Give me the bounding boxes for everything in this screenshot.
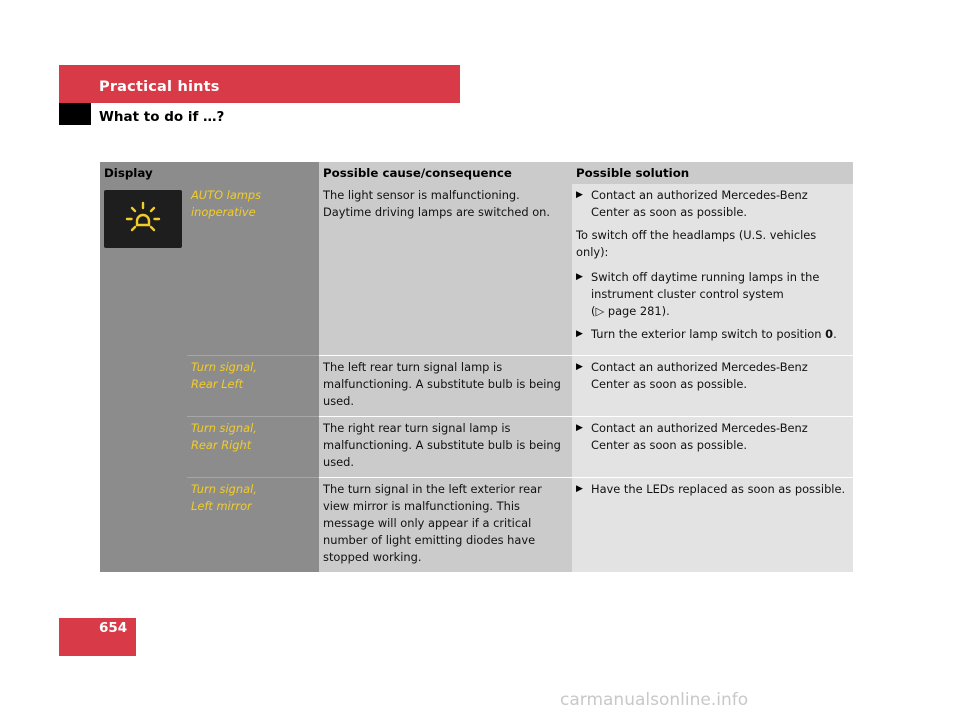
display-icon-cell [100, 184, 187, 572]
display-message [187, 184, 319, 356]
solution-step [576, 481, 849, 498]
bullet-arrow-icon: ▶ [576, 272, 583, 282]
switch-position-value: 0 [825, 327, 834, 341]
solution-step-text: Contact an authorized Mercedes-Benz Center as soon as possible. [591, 188, 808, 219]
solution-step-text: Turn the exterior lamp switch to position [591, 327, 826, 341]
display-message [187, 356, 319, 417]
display-message-line: Rear Left [191, 377, 244, 391]
display-message-line: Turn signal, [191, 421, 257, 435]
bullet-arrow-icon: ▶ [576, 423, 583, 433]
display-message-line: Rear Right [191, 438, 252, 452]
display-message-line: Left mirror [191, 499, 252, 513]
table-row [100, 184, 853, 356]
exterior-lamp-warning-icon [123, 199, 163, 239]
solution-note: To switch off the headlamps (U.S. vehicles only): [576, 228, 817, 259]
cause-cell [319, 417, 572, 478]
table-row [100, 356, 853, 417]
column-header-cause: Possible cause/consequence [319, 162, 572, 184]
cause-text: The light sensor is malfunctioning. Daytime driving lamps are switched on. [323, 188, 551, 219]
section-header-bar [59, 65, 460, 103]
solution-step [576, 420, 849, 454]
cause-text: The left rear turn signal lamp is malfunctioning. A substitute bulb is being used. [323, 360, 561, 408]
cause-text: The right rear turn signal lamp is malfunctioning. A substitute bulb is being used. [323, 421, 561, 469]
solution-cell [572, 417, 853, 478]
display-message-line: inoperative [191, 205, 256, 219]
page-subtitle: What to do if …? [99, 109, 225, 125]
solution-step [576, 359, 849, 393]
page-number-box [59, 618, 136, 656]
bullet-arrow-icon: ▶ [576, 190, 583, 200]
display-icon-panel [104, 190, 182, 248]
solution-step [576, 269, 849, 320]
solution-cell [572, 478, 853, 573]
hints-table [100, 162, 853, 572]
cause-cell [319, 356, 572, 417]
page-reference-link[interactable]: (▷ page 281). [591, 304, 670, 318]
column-header-display: Display [100, 162, 319, 184]
solution-cell [572, 356, 853, 417]
cause-cell [319, 184, 572, 356]
section-title: Practical hints [99, 79, 220, 95]
header-tab-marker [59, 103, 91, 125]
watermark: carmanualsonline.info [560, 690, 749, 710]
solution-cell [572, 184, 853, 356]
cause-text: The turn signal in the left exterior rear view mirror is malfunctioning. This message will only appear if a critical number of light emitting diodes have stopped working. [323, 482, 542, 564]
table-row [100, 478, 853, 573]
cause-cell [319, 478, 572, 573]
solution-step [576, 187, 849, 221]
display-message [187, 417, 319, 478]
solution-step-end: . [833, 327, 837, 341]
solution-step [576, 326, 849, 343]
table-header-row [100, 162, 853, 184]
display-message-line: Turn signal, [191, 482, 257, 496]
solution-step-text: Have the LEDs replaced as soon as possible. [591, 482, 846, 496]
table-row [100, 417, 853, 478]
display-message-line: Turn signal, [191, 360, 257, 374]
solution-step-text: Switch off daytime running lamps in the instrument cluster control system [591, 270, 820, 301]
bullet-arrow-icon: ▶ [576, 484, 583, 494]
bullet-arrow-icon: ▶ [576, 362, 583, 372]
solution-step-text: Contact an authorized Mercedes-Benz Center as soon as possible. [591, 360, 808, 391]
column-header-solution: Possible solution [572, 162, 853, 184]
page-number: 654 [99, 620, 128, 636]
display-message [187, 478, 319, 573]
bullet-arrow-icon: ▶ [576, 329, 583, 339]
solution-step-text: Contact an authorized Mercedes-Benz Center as soon as possible. [591, 421, 808, 452]
display-message-line: AUTO lamps [191, 188, 262, 202]
